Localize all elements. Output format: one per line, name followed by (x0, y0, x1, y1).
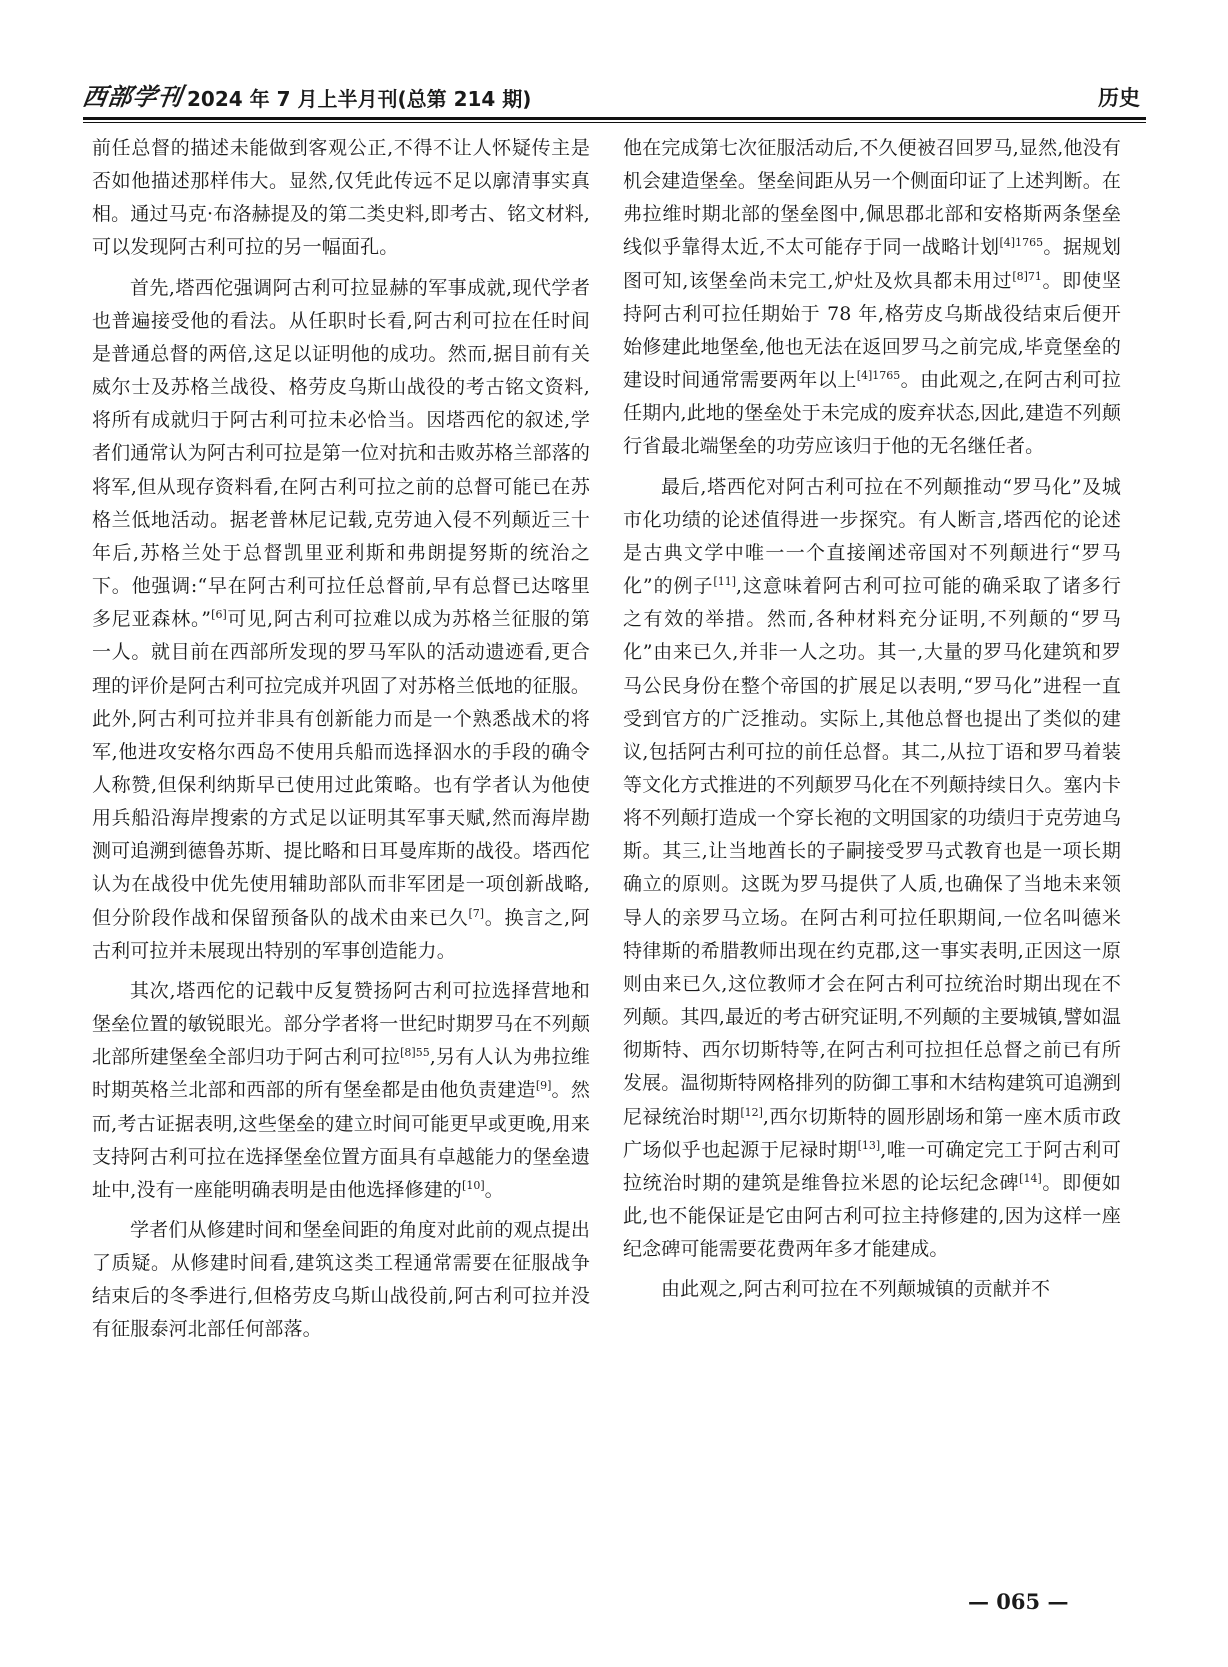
paragraph (92, 132, 590, 265)
paragraph-text: 。即使坚持阿古利可拉任期始于 78 年,格劳皮乌斯战役结束后便开始修建此地堡垒,他也无法在返回罗马之前完成,毕竟堡垒的建设时间通常需要两年以上 (623, 269, 1121, 392)
section-title: 历史 (1098, 86, 1140, 110)
page-number: — 065 — (968, 1589, 1069, 1614)
right-column (623, 132, 1121, 1306)
paragraph-text: ,西尔切斯特的圆形剧场和第一座木质市政广场似乎也起源于尼禄时期 (623, 1105, 1122, 1161)
paragraph (92, 1214, 590, 1347)
journal-logo: 西部学刊 (80, 82, 185, 111)
paragraph-text: 学者们从修建时间和堡垒间距的角度对此前的观点提出了质疑。从修建时间看,建筑这类工程通常需要在征服战争结束后的冬季进行,但格劳皮乌斯山战役前,阿古利可拉并没有征服泰河北部任何部落。 (92, 1219, 590, 1341)
citation-superscript: [12] (740, 1105, 763, 1119)
paragraph-text: ,唯一可确定完工于阿古利可拉统治时期的建筑是维鲁拉米恩的论坛纪念碑 (623, 1138, 1121, 1194)
citation-superscript: [8]71 (1012, 269, 1042, 283)
paragraph (623, 471, 1121, 1267)
paragraph-text: 。即便如此,也不能保证是它由阿古利可拉主持修建的,因为这样一座纪念碑可能需要花费两年多才能建成。 (623, 1171, 1121, 1261)
paragraph-text: 前任总督的描述未能做到客观公正,不得不让人怀疑传主是否如他描述那样伟大。显然,仅凭此传远不足以廓清事实真相。通过马克·布洛赫提及的第二类史料,即考古、铭文材料,可以发现阿古利可拉的另一幅面孔。 (92, 137, 590, 259)
paragraph-text: 。由此观之,在阿古利可拉任期内,此地的堡垒处于未完成的废弃状态,因此,建造不列颠行省最北端堡垒的功劳应该归于他的无名继任者。 (623, 369, 1121, 458)
issue-info: 2024 年 7 月上半月刊(总第 214 期) (187, 87, 532, 111)
citation-superscript: [13] (857, 1138, 881, 1152)
paragraph-text: 。 (484, 1178, 504, 1201)
citation-superscript: [4]1765 (999, 236, 1044, 250)
paragraph-text: ,另有人认为弗拉维时期英格兰北部和西部的所有堡垒都是由他负责建造 (92, 1046, 590, 1102)
citation-superscript: [8]55 (400, 1046, 430, 1060)
paragraph-text: ,这意味着阿古利可拉可能的确采取了诸多行之有效的举措。然而,各种材料充分证明,不列颠的“罗马化”由来已久,并非一人之功。其一,大量的罗马化建筑和罗马公民身份在整个帝国的扩展足以表明,“罗马化”进程一直受到官方的广泛推动。实际上,其他总督也提出了类似的建议,包括阿古利可拉的前任总督。其二,从拉丁语和罗马着装等文化方式推进的不列颠罗马化在不列颠持续日久。塞内卡将不列颠打造成一个穿长袍的文明国家的功绩归于克劳迪乌斯。其三,让当地酋长的子嗣接受罗马式教育也是一项长期确立的原则。这既为罗马提供了人质,也确保了当地未来领导人的亲罗马立场。在阿古利可拉任职期间,一位名叫德米特律斯的希腊教师出现在约克郡,这一事实表明,正因这一原则由来已久,这位教师才会在阿古利可拉统治时期出现在不列颠。其四,最近的考古研究证明,不列颠的主要城镇,譬如温彻斯特、西尔切斯特等,在阿古利可拉担任总督之前已有所发展。温彻斯特网格排列的防御工事和木结构建筑可追溯到尼禄统治时期 (623, 575, 1121, 1128)
paragraph-text: 。换言之,阿古利可拉并未展现出特别的军事创造能力。 (92, 906, 590, 962)
citation-superscript: [4]1765 (856, 369, 901, 383)
paragraph-text: 最后,塔西佗对阿古利可拉在不列颠推动“罗马化”及城市化功绩的论述值得进一步探究。有人断言,塔西佗的论述是古典文学中唯一一个直接阐述帝国对不列颠进行“罗马化”的例子 (623, 475, 1121, 598)
left-column (92, 132, 590, 1347)
paragraph-text: 由此观之,阿古利可拉在不列颠城镇的贡献并不 (661, 1278, 1051, 1301)
paragraph-text: 可见,阿古利可拉难以成为苏格兰征服的第一人。就目前在西部所发现的罗马军队的活动遗迹看,更合理的评价是阿古利可拉完成并巩固了对苏格兰低地的征服。此外,阿古利可拉并非具有创新能力而是一个熟悉战术的将军,他进攻安格尔西岛不使用兵船而选择泅水的手段的确令人称赞,但保利纳斯早已使用过此策略。也有学者认为他使用兵船沿海岸搜索的方式足以证明其军事天赋,然而海岸勘测可追溯到德鲁苏斯、提比略和日耳曼库斯的战役。塔西佗认为在战役中优先使用辅助部队而非军团是一项创新战略,但分阶段作战和保留预备队的战术由来已久 (92, 608, 591, 929)
citation-superscript: [9] (535, 1079, 552, 1093)
citation-superscript: [7] (468, 906, 485, 920)
paragraph-text: 首先,塔西佗强调阿古利可拉显赫的军事成就,现代学者也普遍接受他的看法。从任职时长看,阿古利可拉在任时间是普通总督的两倍,这足以证明他的成功。然而,据目前有关威尔士及苏格兰战役、格劳皮乌斯山战役的考古铭文资料,将所有成就归于阿古利可拉未必恰当。因塔西佗的叙述,学者们通常认为阿古利可拉是第一位对抗和击败苏格兰部落的将军,但从现存资料看,在阿古利可拉之前的总督可能已在苏格兰低地活动。据老普林尼记载,克劳迪入侵不列颠近三十年后,苏格兰处于总督凯里亚利斯和弗朗提努斯的统治之下。他强调:“早在阿古利可拉任总督前,早有总督已达喀里多尼亚森林。” (92, 276, 590, 631)
header-rule-thick (83, 117, 1146, 120)
paragraph (623, 1273, 1121, 1306)
paragraph (623, 132, 1121, 464)
citation-superscript: [6] (211, 608, 227, 622)
header-rule-thin (83, 122, 1146, 123)
paragraph-text: 他在完成第七次征服活动后,不久便被召回罗马,显然,他没有机会建造堡垒。堡垒间距从另一个侧面印证了上述判断。在弗拉维时期北部的堡垒图中,佩思郡北部和安格斯两条堡垒线似乎靠得太近,不太可能存于同一战略计划 (623, 137, 1121, 259)
paragraph (92, 975, 590, 1207)
page-header (80, 78, 1146, 112)
paragraph-text: 其次,塔西佗的记载中反复赞扬阿古利可拉选择营地和堡垒位置的敏锐眼光。部分学者将一世纪时期罗马在不列颠北部所建堡垒全部归功于阿古利可拉 (92, 979, 590, 1069)
header-left (80, 77, 532, 112)
citation-superscript: [14] (1019, 1171, 1042, 1185)
citation-superscript: [10] (462, 1178, 485, 1192)
paragraph-text: 。然而,考古证据表明,这些堡垒的建立时间可能更早或更晚,用来支持阿古利可拉在选择堡垒位置方面具有卓越能力的堡垒遗址中,没有一座能明确表明是由他选择修建的 (92, 1079, 590, 1201)
citation-superscript: [11] (713, 575, 736, 589)
paragraph-text: 。据规划图可知,该堡垒尚未完工,炉灶及炊具都未用过 (623, 236, 1121, 292)
paragraph (92, 272, 590, 968)
